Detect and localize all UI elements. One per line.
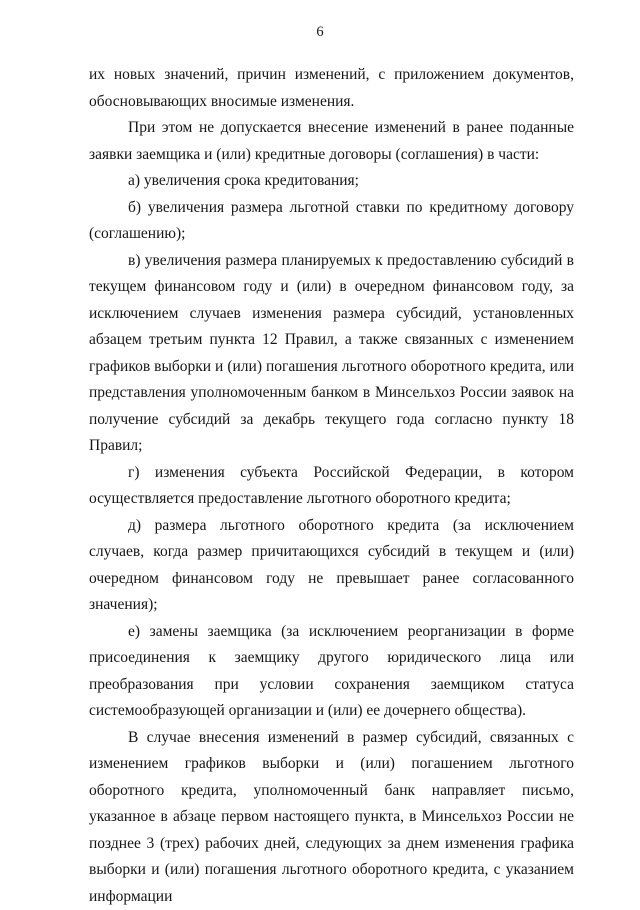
page-number: 6 <box>0 24 640 41</box>
paragraph-subsidy-changes: В случае внесения изменений в размер субсидий, связанных с изменением графиков выборки и (или) погашением льготного оборотного кредита, уполномоченный банк направляет письмо, указанное в абзаце первом настоящего пункта, в Минсельхоз России не позднее 3 (трех) рабочих дней, следующих за днем изменения графика выборки и (или) погашения льготного оборотного кредита, с указанием информации <box>89 725 574 910</box>
list-item-v: в) увеличения размера планируемых к предоставлению субсидий в текущем финансовом году и (или) в очередном финансовом году, за исключением случаев изменения размера субсидий, установленных абзацем третьим пункта 12 Правил, а также связанных с изменением графиков выборки и (или) погашения льготного оборотного кредита, или представления уполномоченным банком в Минсельхоз России заявок на получение субсидий за декабрь текущего года согласно пункту 18 Правил; <box>89 248 574 460</box>
list-item-g: г) изменения субъекта Российской Федерации, в котором осуществляется предоставление льготного оборотного кредита; <box>89 460 574 513</box>
document-body <box>89 62 574 910</box>
list-item-a: а) увеличения срока кредитования; <box>89 168 574 195</box>
paragraph-continuation: их новых значений, причин изменений, с приложением документов, обосновывающих вносимые изменения. <box>89 62 574 115</box>
list-item-b: б) увеличения размера льготной ставки по кредитному договору (соглашению); <box>89 195 574 248</box>
list-item-d: д) размера льготного оборотного кредита (за исключением случаев, когда размер причитающихся субсидий в текущем и (или) очередном финансовом году не превышает ранее согласованного значения); <box>89 513 574 619</box>
list-item-e: е) замены заемщика (за исключением реорганизации в форме присоединения к заемщику другого юридического лица или преобразования при условии сохранения заемщиком статуса системообразующей организации и (или) ее дочернего общества). <box>89 619 574 725</box>
paragraph-restrictions-intro: При этом не допускается внесение изменений в ранее поданные заявки заемщика и (или) кредитные договоры (соглашения) в части: <box>89 115 574 168</box>
